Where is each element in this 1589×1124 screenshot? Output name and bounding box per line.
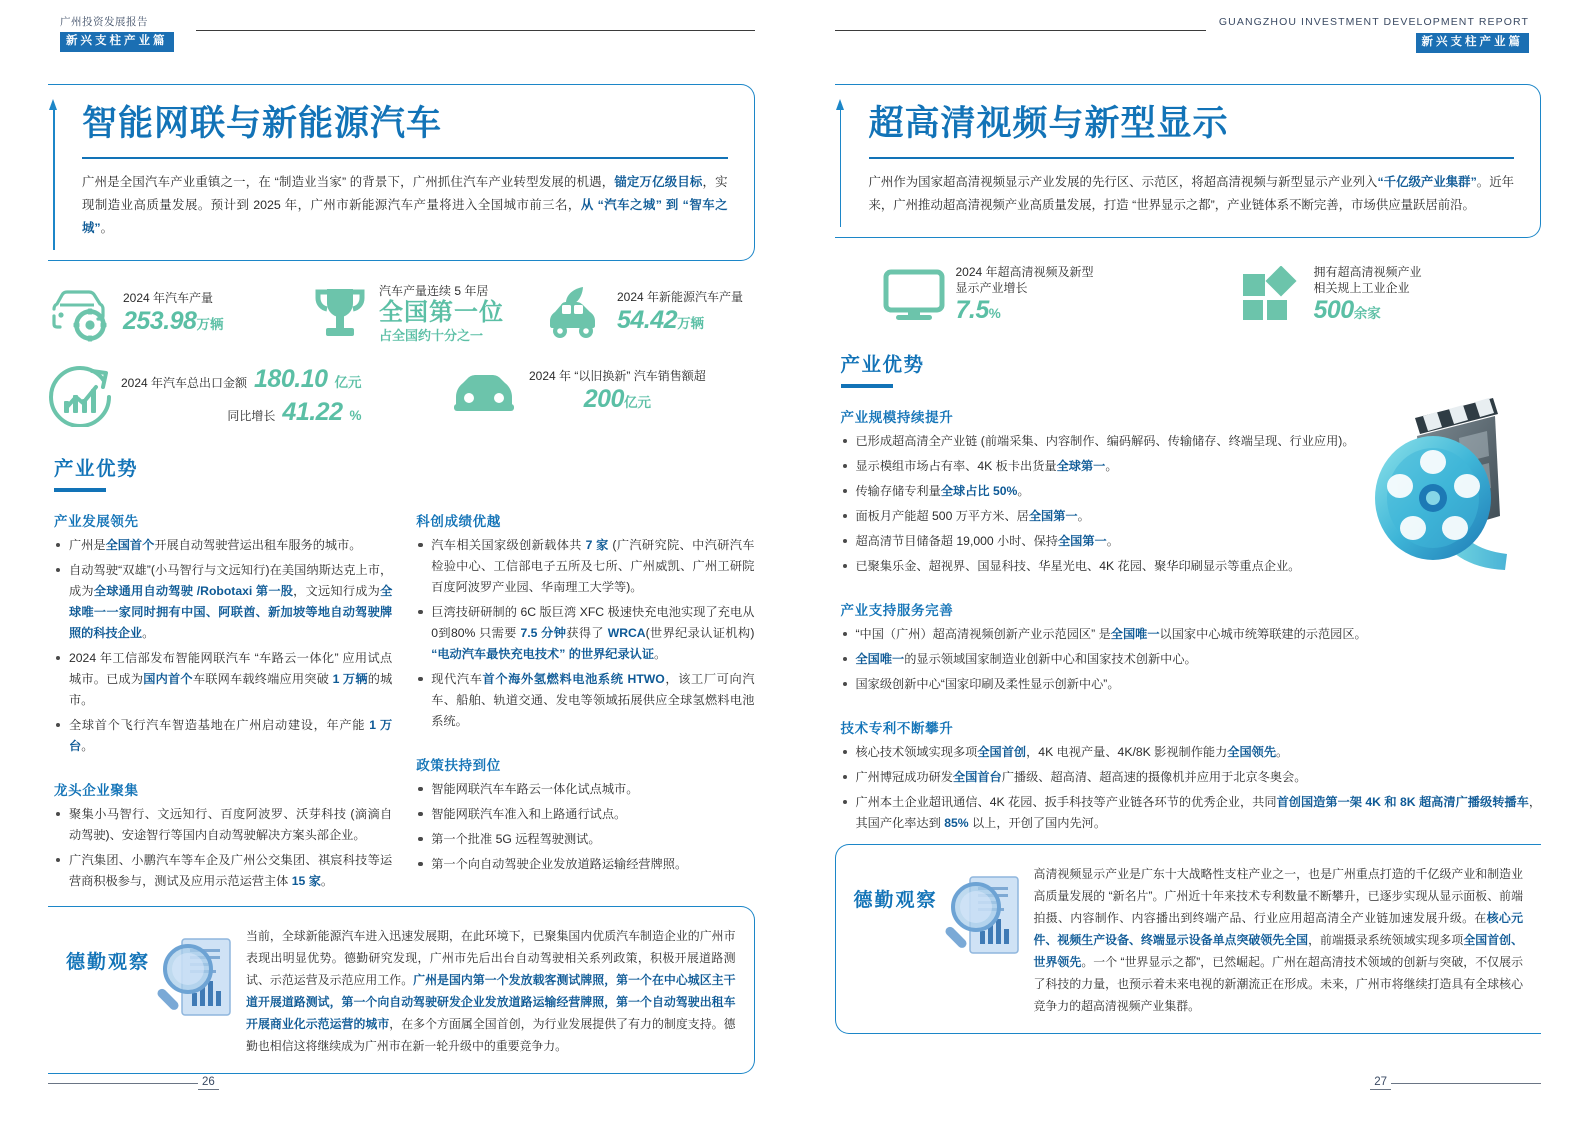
text-run-0: 国家级创新中心“国家印刷及柔性显示创新中心”。 (855, 676, 1120, 691)
running-header-left (48, 0, 755, 74)
text-run-0: 智能网联汽车车路云一体化试点城市。 (431, 781, 639, 796)
text-run-2: ，实现制造业高质量发展。预计到 2025 年，广州市新能源汽车产量将进入全国城市前三名， (82, 175, 728, 213)
text-run-2: ，4K 电视产量、4K/8K 影视制作能力 (1026, 744, 1228, 759)
kpi-nev-production-unit: 万辆 (677, 315, 705, 331)
header-rule-left (196, 30, 755, 31)
content-columns-left (48, 510, 755, 896)
text-run-0: 聚集小马智行、文远知行、百度阿波罗、沃芽科技 (滴滴自动驾驶)、安途智行等国内自动驾驶解决方案头部企业。 (69, 806, 393, 842)
text-run-3: 全球唯一一家同时拥有中国、阿联酋、新加坡等地自动驾驶牌照的科技企业 (69, 583, 393, 640)
kpi-export-line2 (121, 398, 362, 427)
deloitte-observation-body-left (246, 921, 735, 1057)
text-run-1: 全国首个 (105, 537, 155, 552)
kpi-trade-in-unit: 亿元 (623, 394, 651, 410)
title-divider-right (869, 157, 1515, 160)
text-run-0: 已形成超高清全产业链 (前端采集、内容制作、编码解码、传输储存、终端呈现、行业应用)。 (855, 434, 1355, 449)
kpi-export-unit: 亿元 (334, 375, 362, 391)
text-run-0: 广汽集团、小鹏汽车等车企及广州公交集团、祺宸科技等运营商积极参与，测试及应用示范运营主体 (69, 852, 393, 888)
text-run-1: 全国第一 (1058, 534, 1107, 549)
text-run-3: WRCA (607, 625, 646, 640)
kpi-uhd-growth-unit: % (988, 306, 1001, 322)
text-run-2: 开展自动驾驶营运出租车服务的城市。 (154, 537, 362, 552)
growth-chart-icon (48, 365, 112, 427)
kpi-nev-production-text (617, 289, 743, 334)
text-run-1: 全国首创 (977, 744, 1027, 759)
kpi-national-first-text (379, 283, 504, 344)
content-block (416, 510, 754, 732)
section-heading-right (841, 349, 1542, 388)
text-run-2: ，该工厂可向汽车、船舶、轨道交通、发电等领域拓展供应全球氢燃料电池系统。 (431, 671, 755, 728)
text-run-1: 全球通用自动驾驶 /Robotaxi 第一股 (93, 583, 294, 598)
text-run-4: 。 (142, 625, 155, 640)
folio-line-left (48, 1083, 198, 1084)
text-run-2: (广汽研究院、中汽研汽车检验中心、工信部电子五所及七所、广州威凯、广州工研院百度阿波罗产业园、华南理工大学等)。 (431, 537, 755, 594)
text-run-1: “千亿级产业集群” (1377, 175, 1477, 190)
bullet-list (416, 779, 754, 875)
text-run-3: 从 “汽车之城” 到 “智车之城” (82, 198, 728, 235)
kpi-export-amount (48, 365, 448, 427)
list-item (841, 674, 1542, 695)
text-run-3: 85% (944, 815, 969, 830)
folio-line-right (1391, 1083, 1541, 1084)
list-item (416, 779, 754, 800)
text-run-4: 。 (1276, 744, 1289, 759)
text-run-3: 全国领先 (1227, 744, 1277, 759)
list-item (841, 431, 1542, 452)
up-arrow-icon-right (834, 99, 850, 227)
text-run-0: 超高清节目储备超 19,000 小时、保持 (855, 534, 1058, 549)
text-run-2: 以国家中心城市统筹联建的示范园区。 (1159, 627, 1367, 641)
list-item (54, 804, 392, 846)
text-run-0: 广州是 (69, 537, 106, 552)
text-run-4: 的城市。 (69, 671, 393, 707)
bullet-list (841, 431, 1542, 577)
content-column-right (835, 406, 1542, 834)
text-run-0: 第一个向自动驾驶企业发放道路运输经营牌照。 (431, 856, 688, 871)
page-title-left: 智能网联与新能源汽车 (82, 104, 443, 143)
list-item (416, 804, 754, 825)
text-run-4: 。 (100, 220, 113, 235)
magnifier-report-icon (938, 859, 1034, 965)
kpi-car-production-unit: 万辆 (196, 316, 224, 332)
text-run-0: 面板月产能超 500 万平方米、居 (855, 509, 1029, 524)
text-run-0: 广州本土企业超讯通信、4K 花园、扳手科技等产业链各环节的优秀企业，共同 (855, 794, 1277, 809)
text-run-2: 。 (1106, 534, 1119, 549)
running-header-right (835, 0, 1542, 74)
kpi-national-first-value: 全国第一位 (379, 299, 504, 327)
kpi-car-production-label: 2024 年汽车产量 (123, 291, 214, 306)
folio-left (48, 1076, 219, 1090)
hero-box-right (835, 84, 1542, 238)
text-run-2: ，其国产化率达到 (855, 794, 1541, 830)
kpi-nev-production (542, 283, 743, 341)
kpi-nev-production-value: 54.42万辆 (617, 305, 705, 334)
list-item (416, 602, 754, 665)
kpi-enterprise-count (1239, 264, 1422, 325)
text-run-3: 全国首创、世界领先 (1033, 932, 1523, 969)
text-run-0: 广州是全国汽车产业重镇之一，在 “制造业当家” 的背景下，广州抓住汽车产业转型发展的机遇， (82, 175, 615, 190)
text-run-1: 7.5 分钟 (520, 625, 567, 640)
text-run-0: 巨湾技研研制的 6C 版巨湾 XFC 极速快充电池实现了充电从0到80% 只需要 (431, 604, 755, 640)
list-item (54, 715, 392, 757)
kpi-car-production (48, 283, 310, 343)
kpi-national-first (310, 283, 542, 345)
text-run-2: 获得了 (566, 625, 608, 640)
text-run-1: 全球第一 (1056, 459, 1106, 474)
list-item (841, 742, 1542, 763)
kpi-enterprise-value: 500余家 (1313, 296, 1381, 325)
text-run-2: 。 (1105, 459, 1118, 474)
text-run-1: 全国第一 (1028, 509, 1078, 524)
kpi-uhd-growth-label-2: 显示产业增长 (955, 281, 1028, 296)
section-tag-right: 新兴支柱产业篇 (1416, 33, 1530, 53)
text-run-4: 以上，开创了国内先河。 (968, 815, 1107, 830)
text-run-6: 。 (654, 646, 667, 661)
kpi-enterprise-count-text (1314, 264, 1422, 325)
list-item (841, 624, 1542, 645)
block-heading: 科创成绩优越 (416, 513, 501, 529)
text-run-2: 。 (320, 873, 334, 888)
list-item (54, 560, 392, 644)
kpi-nev-production-label: 2024 年新能源汽车产量 (617, 290, 744, 305)
list-item (54, 850, 392, 892)
list-item (841, 456, 1542, 477)
text-run-0: 高清视频显示产业是广东十大战略性支柱产业之一，也是广州重点打造的千亿级产业和制造业高质量发展的 “新名片”。广州近十年来技术专利数量不断攀升，已逐步实现从显示面板、前端拍摄、内容制作、内容播出到终端产品、行业应用超高清全产业链加速发展升级。在 (1033, 866, 1523, 925)
section-title-left: 产业优势 (54, 457, 139, 480)
kpi-enterprise-label-1: 拥有超高清视频产业 (1313, 264, 1422, 279)
list-item (841, 556, 1542, 577)
block-heading: 产业发展领先 (54, 513, 139, 529)
text-run-0: 当前，全球新能源汽车进入迅速发展期，在此环境下，已聚集国内优质汽车制造企业的广州市表现出明显优势。德勤研究发现，广州市先后出台自动驾驶相关系列政策，积极开展道路测试、示范运营及示范应用工作。 (246, 928, 736, 987)
text-run-5: “电动汽车最快充电技术” 的世界纪录认证 (431, 646, 655, 661)
kpi-export-label: 2024 年汽车总出口金额 (121, 376, 248, 391)
section-underline-left (54, 488, 106, 492)
kpi-national-first-label: 汽车产量连续 5 年居 (379, 284, 489, 299)
text-run-2: 。近年来，广州推动超高清视频产业高质量发展，打造 “世界显示之都”，产业链体系不断完善，市场供应量跃居前沿。 (868, 175, 1515, 213)
kpi-export-growth-value: 41.22 (282, 397, 343, 426)
text-run-4: 。一个 “世界显示之都”，已然崛起。广州在超高清技术领域的创新与突破，不仅展示了科技的力量，也预示着未来电视的新潮流正在形成。未来，广州市将继续打造具有全球核心竞争力的超高清视频产业集群。 (1033, 954, 1523, 1013)
text-run-0: 汽车相关国家级创新载体共 (431, 537, 586, 552)
sedan-icon (448, 365, 520, 417)
kpi-export-amount-text (121, 365, 362, 427)
content-block (416, 754, 754, 875)
list-item (841, 792, 1542, 834)
text-run-2: 。 (81, 738, 94, 753)
text-run-0: 现代汽车 (431, 671, 483, 686)
list-item (416, 854, 754, 875)
bullet-list (54, 804, 392, 892)
text-run-1: 核心元件、视频生产设备、终端显示设备单点突破领先全国 (1033, 910, 1523, 947)
text-run-2: ，文远知行成为 (293, 583, 381, 598)
kpi-export-value: 180.10 (254, 365, 328, 394)
eco-car-icon (542, 283, 608, 341)
text-run-0: 广州博冠成功研发 (855, 769, 953, 784)
list-item (54, 535, 392, 556)
block-heading: 产业支持服务完善 (840, 603, 954, 618)
title-divider-left (82, 157, 728, 160)
squares-diamond-icon (1239, 266, 1305, 324)
bullet-list (841, 624, 1542, 695)
list-item (841, 506, 1542, 527)
kpi-uhd-growth (835, 264, 1239, 325)
text-run-3: 1 万辆 (332, 671, 368, 686)
page-number-right: 27 (1370, 1076, 1391, 1090)
section-heading-left (54, 453, 755, 492)
bullet-list (841, 742, 1542, 834)
content-block (841, 599, 1542, 695)
text-run-1: 锚定万亿级目标 (614, 175, 703, 190)
up-arrow-icon-left (47, 99, 63, 250)
report-title-en: GUANGZHOU INVESTMENT DEVELOPMENT REPORT (1218, 16, 1529, 28)
monitor-icon (881, 267, 947, 323)
block-heading: 龙头企业聚集 (54, 782, 139, 798)
kpi-car-production-value: 253.98万辆 (123, 306, 224, 335)
kpi-enterprise-unit: 余家 (1353, 306, 1381, 322)
text-run-1: 广州是国内第一个发放载客测试牌照，第一个在中心城区主干道开展道路测试，第一个向自动驾驶研发企业发放道路运输经营牌照，第一个自动驾驶出租车开展商业化示范运营的城市 (246, 972, 736, 1031)
hero-box-left (48, 84, 755, 261)
kpi-export-line1 (121, 365, 362, 394)
text-run-0: 传输存储专利量 (855, 484, 941, 499)
section-underline-right (841, 384, 893, 388)
list-item (54, 648, 392, 711)
list-item (416, 829, 754, 850)
deloitte-observation-body-right (1034, 859, 1523, 1017)
kpi-enterprise-label-2: 相关规上工业企业 (1313, 281, 1410, 296)
list-item (841, 531, 1542, 552)
content-block (54, 510, 392, 757)
text-run-1: 国内首个 (143, 671, 193, 686)
kpi-trade-in-value: 200亿元 (583, 384, 651, 413)
list-item (416, 535, 754, 598)
block-heading: 技术专利不断攀升 (840, 720, 954, 736)
bullet-list (54, 535, 392, 757)
content-block (54, 779, 392, 892)
text-run-1: 15 家 (291, 873, 321, 888)
kpi-trade-in-sales (448, 365, 706, 417)
section-title-right: 产业优势 (840, 354, 925, 377)
running-header-left-titles (60, 16, 174, 52)
text-run-0: 第一个批准 5G 远程驾驶测试。 (431, 831, 601, 846)
kpi-uhd-growth-text (956, 264, 1094, 325)
text-run-2: 。 (1077, 509, 1090, 524)
text-run-1: 全球占比 50% (940, 484, 1018, 499)
text-run-2: 广播级、超高清、超高速的摄像机并应用于北京冬奥会。 (1001, 769, 1307, 784)
running-header-right-titles (1219, 16, 1529, 53)
text-run-1: 7 家 (585, 537, 609, 552)
text-run-0: 自动驾驶“双雄”(小马智行与文远知行)在美国纳斯达克上市，成为 (69, 562, 393, 598)
page-number-left: 26 (198, 1076, 219, 1090)
text-run-2: 车联网车载终端应用突破 (192, 671, 333, 686)
text-run-2: 。 (1017, 484, 1030, 499)
column-right-1 (841, 406, 1542, 834)
text-run-0: 已聚集乐金、超视界、国显科技、华星光电、4K 花园、聚华印刷显示等重点企业。 (855, 559, 1301, 574)
text-run-0: “中国（广州）超高清视频创新产业示范园区” 是 (855, 627, 1111, 641)
kpi-trade-in-sales-text (529, 368, 706, 413)
kpi-car-production-text (123, 290, 223, 335)
deloitte-observation-title-right: 德勤观察 (853, 889, 938, 911)
text-run-2: ，前端摄录系统领域实现多项 (1308, 932, 1464, 947)
deloitte-observation-right-inner (836, 845, 1542, 1033)
kpi-group-left (48, 283, 755, 427)
content-block (841, 717, 1542, 834)
content-block (841, 406, 1542, 577)
text-run-1: 全国唯一 (1110, 627, 1160, 641)
text-run-1: 首创国造第一架 4K 和 8K 超高清广播级转播车 (1276, 794, 1529, 809)
deloitte-observation-left-inner (48, 907, 754, 1073)
deloitte-observation-right (835, 844, 1542, 1034)
text-run-1: 全国首台 (953, 769, 1002, 784)
bullet-list (416, 535, 754, 732)
kpi-export-growth-label: 同比增长 (227, 408, 276, 423)
column-left-2 (416, 510, 754, 896)
text-run-1: 1 万台 (69, 717, 393, 753)
text-run-0: 显示模组市场占有率、4K 板卡出货量 (855, 459, 1057, 474)
list-item (841, 481, 1542, 502)
text-run-0: 广州作为国家超高清视频显示产业发展的先行区、示范区，将超高清视频与新型显示产业列入 (868, 175, 1378, 190)
block-heading: 产业规模持续提升 (840, 410, 954, 426)
report-title-cn: 广州投资发展报告 (60, 16, 148, 28)
car-gear-icon (48, 283, 114, 343)
deloitte-observation-left (48, 906, 755, 1074)
deloitte-observation-title-left: 德勤观察 (66, 951, 151, 973)
text-run-0: 智能网联汽车准入和上路通行试点。 (431, 806, 627, 821)
intro-paragraph-left (82, 171, 728, 240)
text-run-1: 首个海外氢燃料电池系统 HTWO (482, 671, 665, 686)
kpi-trade-in-label: 2024 年 “以旧换新” 汽车销售额超 (529, 369, 706, 384)
header-rule-right (835, 30, 1207, 31)
page-right (795, 0, 1589, 1124)
block-heading: 政策扶持到位 (416, 757, 501, 773)
kpi-group-right (835, 264, 1542, 325)
kpi-national-first-sub: 占全国约十分之一 (379, 328, 484, 344)
trophy-icon (310, 283, 370, 345)
kpi-export-growth-unit: % (349, 407, 362, 423)
kpi-uhd-growth-value: 7.5% (955, 296, 1001, 325)
list-item (841, 649, 1542, 670)
text-run-1: 的显示领域国家制造业创新中心和国家技术创新中心。 (904, 651, 1197, 666)
kpi-uhd-growth-label-1: 2024 年超高清视频及新型 (955, 264, 1094, 279)
page-title-right: 超高清视频与新型显示 (868, 104, 1229, 143)
folio-right (1370, 1076, 1541, 1090)
column-left-1 (54, 510, 392, 896)
text-run-0: 全球首个飞行汽车智造基地在广州启动建设，年产能 (69, 717, 370, 732)
list-item (841, 767, 1542, 788)
text-run-0: 2024 年工信部发布智能网联汽车 “车路云一体化” 应用试点城市。已成为 (69, 650, 393, 686)
text-run-2: ，在多个方面属全国首创，为行业发展提供了有力的制度支持。德勤也相信这将继续成为广州市在新一轮升级中的重要竞争力。 (246, 1016, 736, 1053)
list-item (416, 669, 754, 732)
text-run-0: 核心技术领域实现多项 (855, 744, 978, 759)
section-tag-left: 新兴支柱产业篇 (60, 32, 174, 51)
text-run-0: 全国唯一 (855, 651, 905, 666)
magnifier-report-icon (150, 921, 246, 1027)
text-run-4: (世界纪录认证机构) (645, 625, 755, 640)
intro-paragraph-right (869, 171, 1515, 217)
